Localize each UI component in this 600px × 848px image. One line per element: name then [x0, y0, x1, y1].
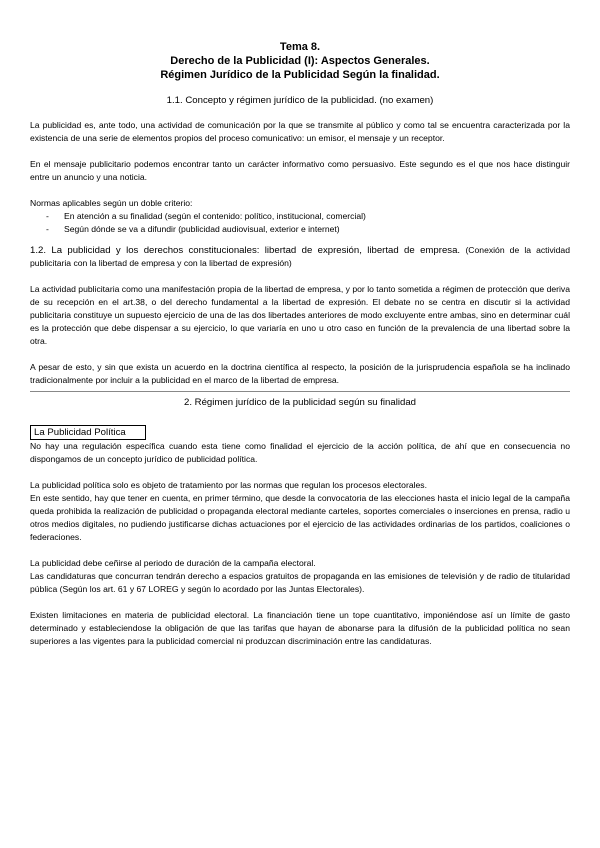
- section-divider: [30, 391, 570, 392]
- section-1-2-title: 1.2. La publicidad y los derechos constitucionales: libertad de expresión, libertad de empresa.: [30, 245, 461, 256]
- section-1-1-paragraph-1: La publicidad es, ante todo, una actividad de comunicación por la que se transmite al público y como tal se encuentra caracterizada por la existencia de una serie de elementos propios del proceso comunicativo: un emisor, el mensaje y un receptor.: [30, 120, 570, 143]
- section-2-paragraph-2b: En este sentido, hay que tener en cuenta, en primer término, que desde la convocatoria de las elecciones hasta el inicio legal de la campaña queda prohibida la realización de publicidad o propaganda electoral mediante carteles, soportes comerciales o inserciones en prensa, radio u otros medios digitales, no pudiendo justificarse dichas actuaciones por el ejercicio de las actividades ordinarias de los partidos, coaliciones o federaciones.: [30, 493, 570, 542]
- document-page: [30, 40, 570, 648]
- title-line-1: Derecho de la Publicidad (I): Aspectos Generales.: [170, 55, 430, 67]
- section-2-paragraph-3a: La publicidad debe ceñirse al periodo de duración de la campaña electoral.: [30, 558, 316, 568]
- section-1-2-paragraph-1: La actividad publicitaria como una manifestación propia de la libertad de empresa, y por lo tanto sometida a régimen de protección que deriva de su recepción en el art.38, o del derecho fundamental a la libertad de expresión. El debate no se centra en discutir si la actividad publicitaria constituye un supuesto ejercicio de una de las dos libertades anteriores de modo excluyente entre ambas, sino en determinar cuál es la protección que debe dispensar a su ejercicio, lo que variaría en uno u otro caso en función de la prevalencia de una libertad sobre la otra.: [30, 284, 570, 346]
- section-1-2-paragraph-2: A pesar de esto, y sin que exista un acuerdo en la doctrina científica al respecto, la posición de la jurisprudencia española se ha inclinado tradicionalmente por incluir a la publicidad en el marco de la libertad de empresa.: [30, 362, 570, 385]
- section-1-1-heading: 1.1. Concepto y régimen jurídico de la publicidad. (no examen): [166, 95, 434, 106]
- normas-list: [30, 210, 570, 235]
- section-2-paragraph-1: No hay una regulación específica cuando esta tiene como finalidad el ejercicio de la acción política, de ahí que en consecuencia no dispongamos de un concepto jurídico de publicidad política.: [30, 441, 570, 464]
- publicidad-politica-label: La Publicidad Política: [30, 425, 146, 440]
- list-item: - En atención a su finalidad (según el contenido: político, institucional, comercial): [46, 210, 570, 223]
- normas-intro: Normas aplicables según un doble criterio:: [30, 198, 193, 208]
- section-2-heading: 2. Régimen jurídico de la publicidad según su finalidad: [184, 397, 416, 408]
- section-2-paragraph-2a: La publicidad política solo es objeto de tratamiento por las normas que regulan los procesos electorales.: [30, 480, 427, 490]
- title-line-2: Régimen Jurídico de la Publicidad Según la finalidad.: [160, 69, 440, 81]
- title-block: [30, 40, 570, 82]
- section-2-paragraph-3b: Las candidaturas que concurran tendrán derecho a espacios gratuitos de propaganda en las emisiones de televisión y de radio de titularidad pública (Según los art. 61 y 67 LOREG y según lo acordado por las Juntas Electorales).: [30, 571, 570, 594]
- section-1-2-note: (Conexión de la actividad publicitaria con la libertad de empresa y con la libertad de expresión): [30, 245, 570, 268]
- section-1-2-heading: [30, 244, 570, 270]
- section-2-paragraph-4: Existen limitaciones en materia de publicidad electoral. La financiación tiene un tope cuantitativo, imponiéndose así un límite de gasto determinado y estableciendose la obligación de que las tarifas que hayan de abonarse para la difusión de la publicidad política no sean superiores a las vigentes para la publicidad comercial ni produzcan discriminación entre las candidaturas.: [30, 610, 570, 646]
- section-1-1-paragraph-2: En el mensaje publicitario podemos encontrar tanto un carácter informativo como persuasivo. Este segundo es el que nos hace distinguir entre un anuncio y una noticia.: [30, 159, 570, 182]
- list-item: - Según dónde se va a difundir (publicidad audiovisual, exterior e internet): [46, 223, 570, 236]
- topic-number: Tema 8.: [279, 41, 321, 53]
- publicidad-politica-label-row: [30, 422, 570, 440]
